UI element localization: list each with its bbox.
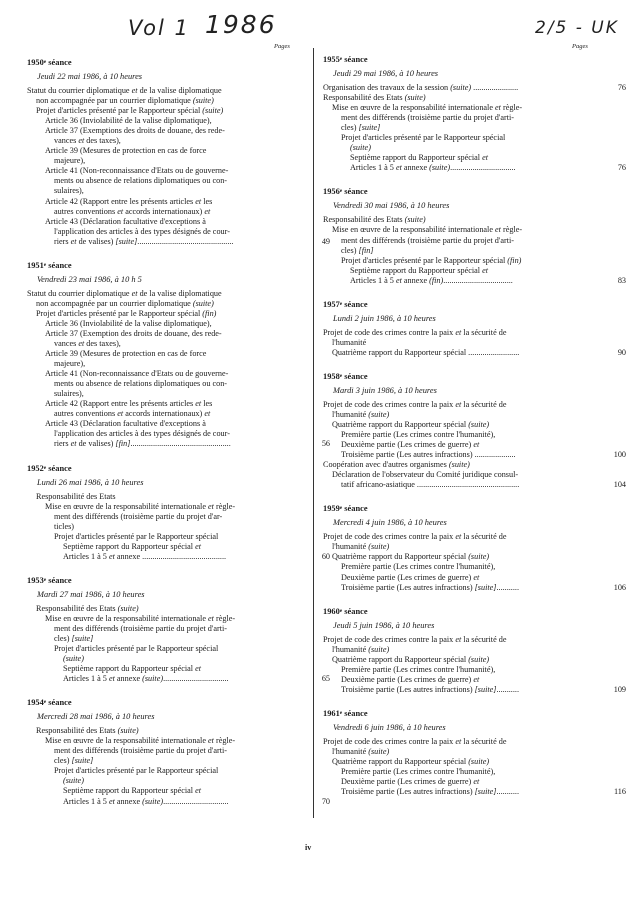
pages-column-label-left: Pages [274,43,290,50]
session-label: séance [342,55,368,64]
toc-line-text: l'humanité (suite) [332,542,390,552]
toc-line-text: cles) [suite] [54,633,94,643]
toc-line-text: (suite) [63,776,84,786]
session-entry [27,463,330,562]
toc-line-text: cles) [fin] [341,245,374,255]
toc-line-text: ment des différends (troisième partie du projet d'arti- [54,746,227,756]
toc-line [323,787,626,797]
session-entry [323,371,626,490]
toc-line-text: Septième rapport du Rapporteur spécial et [63,786,202,796]
toc-line [27,146,302,156]
toc-line [27,746,302,756]
toc-line-text: Statut du courrier diplomatique et de la valise diplomatique [27,86,222,95]
session-number: 1957 [323,299,340,309]
toc-line-text: non accompagnée par un courrier diplomatique (suite) [36,96,214,106]
toc-line-text: Article 43 (Déclaration facultative d'exceptions à [45,216,206,226]
session-number-suffix: e [43,59,47,65]
toc-line [323,256,598,266]
toc-line [323,410,598,420]
toc-line [27,319,302,329]
toc-line [323,460,598,470]
toc-line-text: Article 41 (Non-reconnaissance d'Etats ou de gouverne- [45,369,229,379]
toc-line-text: Quatrième rapport du Rapporteur spécial (suite) [332,552,490,562]
session-heading [323,708,598,719]
toc-page-number: 104 [613,480,626,490]
toc-line [27,227,302,237]
toc-page-number: 90 [617,347,626,357]
toc-line [27,736,302,746]
session-date: Mercredi 28 mai 1986, à 10 heures [37,712,155,722]
toc-line-text: Projet d'articles présenté par le Rapporteur spécial [54,531,219,541]
toc-line [27,389,302,399]
session-heading [27,463,302,474]
session-heading [323,606,598,617]
toc-page-number: 106 [613,582,626,592]
toc-line-text: Troisième partie (Les autres infractions) [suite]........... [341,684,519,694]
session-number: 1956 [323,187,340,197]
session-label: séance [46,463,72,473]
toc-line-text: Responsabilité des Etats (suite) [323,215,426,225]
toc-line-text: Projet d'articles présenté par le Rapporteur spécial (fin) [341,255,522,265]
session-label: séance [342,371,368,381]
toc-line [27,614,302,624]
toc-line-text: Projet de code des crimes contre la paix et la sécurité de [323,399,507,409]
toc-line [27,166,302,176]
toc-page-number: 76 [617,83,626,92]
toc-line-text: (suite) [63,654,84,664]
session-date: Mardi 27 mai 1986, à 10 heures [37,589,145,599]
toc-line [27,551,330,562]
toc-line-text: Projet de code des crimes contre la paix et la sécurité de [323,634,507,644]
session-label: séance [342,606,368,616]
toc-line-text: Article 36 (Inviolabilité de la valise diplomatique), [45,116,212,126]
handwritten-year-note: 1986 [205,10,277,39]
column-divider [313,48,314,818]
toc-line-text: Article 42 (Rapport entre les présents articles et les [45,399,213,409]
toc-line-text: Coopération avec d'autres organismes (suite) [323,460,470,470]
session-label: séance [46,58,72,67]
toc-line [27,756,302,766]
toc-line-text: Quatrième rapport du Rapporteur spécial (suite) [332,756,490,766]
toc-line [27,197,302,207]
toc-line [27,186,302,196]
toc-line [27,502,302,512]
toc-page-number: 65 [321,674,330,684]
toc-line-text: Article 37 (Exemption des droits de douane, des rede- [45,328,222,338]
toc-line [323,163,626,173]
toc-line-text: Projet d'articles présenté par le Rapporteur spécial (fin) [36,308,217,318]
toc-line-text: Septième rapport du Rapporteur spécial et [63,541,202,551]
toc-line-text: Article 42 (Rapport entre les présents articles et les [45,196,213,206]
session-label: séance [342,708,368,718]
session-date: Jeudi 22 mai 1986, à 10 heures [37,72,143,81]
toc-line [323,777,598,787]
toc-line-text: Première partie (Les crimes contre l'humanité), [341,430,496,440]
toc-line-text: Responsabilité des Etats (suite) [323,93,426,103]
toc-line [27,419,302,429]
toc-page-number: 70 [321,796,330,806]
toc-line [323,737,598,747]
toc-line [27,532,302,542]
toc-line-text: Projet de code des crimes contre la paix et la sécurité de [323,327,507,337]
toc-line-text: Article 37 (Exemptions des droits de douane, des rede- [45,126,225,136]
session-entry [27,697,330,806]
session-number-suffix: e [43,699,47,706]
toc-line [323,675,598,685]
toc-line [27,349,302,359]
toc-line-text: autres conventions et accords internationaux) et [54,409,211,419]
toc-line [27,339,302,349]
toc-line-text: Première partie (Les crimes contre l'humanité), [341,767,496,777]
toc-line [27,236,330,247]
toc-line-text: l'humanité (suite) [332,746,390,756]
toc-line-text: l'humanité (suite) [332,409,390,419]
session-number: 1955 [323,55,340,64]
toc-line-text: majeure), [54,156,86,166]
pages-column-label-right: Pages [572,43,588,50]
toc-line-text: l'application des articles à des types désignés de cour- [54,226,230,236]
toc-line-text: Article 39 (Mesures de protection en cas de force [45,146,207,156]
toc-line-text: Articles 1 à 5 et annexe ......................................... [63,551,227,561]
toc-line [323,103,598,113]
toc-line [323,400,598,410]
toc-line [323,328,598,338]
session-number-suffix: e [339,709,343,716]
session-number-suffix: e [339,56,343,62]
toc-line [323,153,598,163]
toc-line-text: Déclaration de l'observateur du Comité juridique consul- [332,470,519,480]
toc-line [323,757,598,767]
toc-line-text: ments ou absence de relations diplomatiques ou con- [54,176,228,186]
toc-line [27,726,302,736]
toc-line [27,399,302,409]
toc-line [27,492,302,502]
session-label: séance [342,504,368,514]
toc-line [323,552,598,562]
toc-line [323,338,598,348]
session-label: séance [342,299,368,309]
session-number-suffix: e [339,300,343,307]
toc-line [323,246,598,256]
toc-line-text: Septième rapport du Rapporteur spécial et [350,265,489,275]
session-label: séance [46,575,72,585]
toc-line [27,522,302,532]
toc-line-text: Troisième partie (Les autres infractions) .................... [341,450,516,460]
toc-line-text: ment des différends (troisième partie du projet d'arti- [341,235,514,245]
toc-line [27,634,302,644]
toc-line [27,86,302,96]
toc-line-text: Troisième partie (Les autres infractions) [suite]........... [341,582,519,592]
toc-line [323,665,598,675]
toc-line-text: Statut du courrier diplomatique et de la valise diplomatique [27,288,222,298]
toc-line-text: Article 43 (Déclaration facultative d'exceptions à [45,419,206,429]
toc-line [27,654,302,664]
toc-line [323,562,598,572]
toc-line [27,106,302,116]
toc-line-text: vances et des taxes), [54,338,121,348]
toc-line [27,176,302,186]
session-entry [323,503,626,592]
toc-line [27,136,302,146]
toc-line [323,83,626,93]
toc-line [323,143,598,153]
toc-page-number: 83 [617,275,626,285]
toc-line [323,440,598,450]
toc-line [323,275,626,286]
toc-line-text: Mise en œuvre de la responsabilité internationale et règle- [332,103,523,113]
toc-line-text: Article 36 (Inviolabilité de la valise diplomatique), [45,318,212,328]
toc-line [323,450,626,460]
session-heading [27,57,302,68]
toc-page-number: 100 [613,450,626,460]
toc-line [323,573,598,583]
toc-line [323,655,598,665]
toc-line-text: l'humanité (suite) [332,644,390,654]
toc-line-text: Article 41 (Non-reconnaissance d'Etats ou de gouverne- [45,166,229,176]
toc-line-text: Responsabilité des Etats (suite) [36,603,139,613]
toc-line [27,217,302,227]
session-number: 1959 [323,504,340,514]
toc-line [323,420,598,430]
toc-line [323,430,598,440]
session-number: 1950 [27,58,44,67]
toc-line-text: Mise en œuvre de la responsabilité internationale et règle- [45,613,236,623]
session-date: Mercredi 4 juin 1986, à 10 heures [333,518,447,528]
toc-page-number: 56 [321,439,330,449]
session-number: 1951 [27,260,44,270]
toc-line [27,429,302,439]
session-heading [323,186,598,197]
session-label: séance [342,187,368,197]
toc-line [323,645,598,655]
page-number-footer: iv [305,843,312,852]
toc-page-number: 109 [613,684,626,694]
toc-line-text: ticles) [54,521,75,531]
toc-line-text: l'humanité [332,337,367,347]
toc-line-text: Quatrième rapport du Rapporteur spécial ......................... [332,347,520,357]
toc-line [27,329,302,339]
toc-line [27,379,302,389]
toc-line-text: ment des différends (troisième partie du projet d'arti- [54,623,227,633]
session-date: Vendredi 6 juin 1986, à 10 heures [333,722,446,732]
session-entry [323,186,626,285]
session-heading [323,371,598,382]
toc-line-text: Articles 1 à 5 et annexe (suite)................................ [63,674,229,684]
toc-line-text: majeure), [54,359,86,369]
toc-line [323,123,598,133]
toc-line [27,299,302,309]
toc-line [27,289,302,299]
toc-line-text: vances et des taxes), [54,136,121,146]
toc-line [323,635,598,645]
toc-line-text: Septième rapport du Rapporteur spécial et [63,664,202,674]
toc-line [27,604,302,614]
toc-line [323,266,598,276]
toc-line-text: Projet de code des crimes contre la paix et la sécurité de [323,736,507,746]
toc-line [323,133,598,143]
toc-page-number: 76 [617,163,626,173]
toc-line [27,369,302,379]
toc-line [27,126,302,136]
toc-left-column [27,57,330,820]
toc-line-text: Articles 1 à 5 et annexe (suite)................................ [63,796,229,806]
toc-line [27,512,302,522]
toc-page-number: 116 [614,787,626,797]
session-heading [27,575,302,586]
toc-line-text: Mise en œuvre de la responsabilité internationale et règle- [332,225,523,235]
toc-line [323,532,598,542]
toc-line [323,225,598,235]
session-number-suffix: e [339,505,343,512]
session-entry [27,575,330,684]
session-entry [323,606,626,695]
toc-line [27,674,330,684]
session-date: Lundi 26 mai 1986, à 10 heures [37,477,144,487]
toc-line-text: Troisième partie (Les autres infractions) [suite]........... [341,787,519,797]
session-number: 1961 [323,708,340,718]
toc-page-number: 49 [321,236,330,246]
toc-line-text: Quatrième rapport du Rapporteur spécial (suite) [332,654,490,664]
toc-line-text: Articles 1 à 5 et annexe (suite)................................ [350,163,516,173]
toc-line-text: Projet d'articles présenté par le Rapporteur spécial [54,644,219,654]
toc-line-text: Responsabilité des Etats (suite) [36,726,139,736]
toc-line [323,480,626,490]
session-heading [27,697,302,708]
session-date: Mardi 3 juin 1986, à 10 heures [333,385,437,395]
session-label: séance [46,260,72,270]
session-number-suffix: e [43,464,47,471]
session-number-suffix: e [339,372,343,379]
toc-line [323,93,598,103]
toc-line-text: Deuxième partie (Les crimes de guerre) et [341,777,480,787]
toc-line [27,207,302,217]
session-date: Lundi 2 juin 1986, à 10 heures [333,313,436,323]
toc-line-text: non accompagnée par un courrier diplomatique (suite) [36,298,214,308]
toc-line-text: tatif africano-asiatique .................................................. [341,480,520,490]
toc-line-text: sulaires), [54,186,84,196]
toc-line [27,96,302,106]
toc-line [27,359,302,369]
toc-line-text: cles) [suite] [54,756,94,766]
toc-line [323,113,598,123]
toc-line-text: Responsabilité des Etats [36,491,116,501]
session-entry [323,299,626,358]
toc-line-text: Projet d'articles présenté par le Rapporteur spécial [341,133,506,143]
session-date: Jeudi 29 mai 1986, à 10 heures [333,69,439,78]
handwritten-reference-note: 2/5 - UK [535,18,619,38]
toc-line [27,156,302,166]
toc-line [27,664,302,674]
session-entry [27,260,330,450]
toc-line [27,786,302,796]
toc-line [27,776,302,786]
session-label: séance [46,698,72,708]
toc-line [323,747,598,757]
toc-line-text: Première partie (Les crimes contre l'humanité), [341,562,496,572]
session-date: Vendredi 23 mai 1986, à 10 h 5 [37,274,142,284]
toc-line-text: ment des différends (troisième partie du projet d'arti- [341,113,514,123]
toc-line [27,766,302,776]
toc-line [323,582,626,593]
toc-line [323,215,598,225]
toc-line [323,347,626,358]
toc-page-number: 60 [321,551,330,561]
toc-line-text: ments ou absence de relations diplomatiques ou con- [54,379,228,389]
toc-line-text: Deuxième partie (Les crimes de guerre) et [341,572,480,582]
toc-line-text: autres conventions et accords internationaux) et [54,206,211,216]
toc-line [323,767,598,777]
toc-line [323,236,598,246]
session-date: Vendredi 30 mai 1986, à 10 heures [333,201,450,211]
toc-line-text: Articles 1 à 5 et annexe (fin).................................. [350,275,513,285]
toc-line [323,470,598,480]
toc-line [27,644,302,654]
toc-line-text: cles) [suite] [341,123,381,133]
session-entry [323,708,626,797]
toc-right-column [323,54,626,810]
toc-line [27,439,330,449]
session-number-suffix: e [339,607,343,614]
session-heading [323,299,598,310]
toc-line-text: Projet d'articles présenté par le Rapporteur spécial (suite) [36,106,224,116]
toc-line [27,409,302,419]
toc-line [27,309,302,319]
toc-line-text: Organisation des travaux de la session (suite) ...................... [323,83,519,92]
toc-line-text: riers et de valises) [suite]............................................... [54,236,234,246]
toc-line-text: (suite) [350,143,371,153]
session-heading [323,503,598,514]
session-entry [27,57,330,247]
toc-line-text: Première partie (Les crimes contre l'humanité), [341,664,496,674]
toc-line [27,116,302,126]
toc-line-text: riers et de valises) [fin]................................................. [54,439,231,449]
toc-line-text: ment des différends (troisième partie du projet d'ar- [54,511,223,521]
toc-line-text: Quatrième rapport du Rapporteur spécial (suite) [332,419,490,429]
session-number-suffix: e [43,576,47,583]
session-date: Jeudi 5 juin 1986, à 10 heures [333,620,435,630]
toc-line-text: Projet de code des crimes contre la paix et la sécurité de [323,532,507,542]
toc-line [323,542,598,552]
toc-line-text: Deuxième partie (Les crimes de guerre) et [341,440,480,450]
toc-line-text: Mise en œuvre de la responsabilité internationale et règle- [45,501,236,511]
session-heading [27,260,302,271]
toc-line [27,542,302,552]
toc-line-text: Mise en œuvre de la responsabilité internationale et règle- [45,736,236,746]
handwritten-volume-note: Vol 1 [128,16,190,40]
toc-line-text: Septième rapport du Rapporteur spécial et [350,153,489,163]
toc-line-text: Deuxième partie (Les crimes de guerre) et [341,674,480,684]
toc-line [27,624,302,634]
toc-line-text: l'application des articles à des types désignés de cour- [54,429,230,439]
session-number: 1952 [27,463,44,473]
toc-line-text: sulaires), [54,389,84,399]
session-number: 1954 [27,698,44,708]
toc-line-text: Projet d'articles présenté par le Rapporteur spécial [54,766,219,776]
session-number-suffix: e [339,188,343,195]
toc-line [27,796,330,807]
session-heading [323,54,598,65]
session-number-suffix: e [43,261,47,268]
session-entry [323,54,626,173]
toc-line-text: Article 39 (Mesures de protection en cas de force [45,349,207,359]
session-number: 1960 [323,606,340,616]
toc-line [323,684,626,695]
session-number: 1953 [27,575,44,585]
session-number: 1958 [323,371,340,381]
